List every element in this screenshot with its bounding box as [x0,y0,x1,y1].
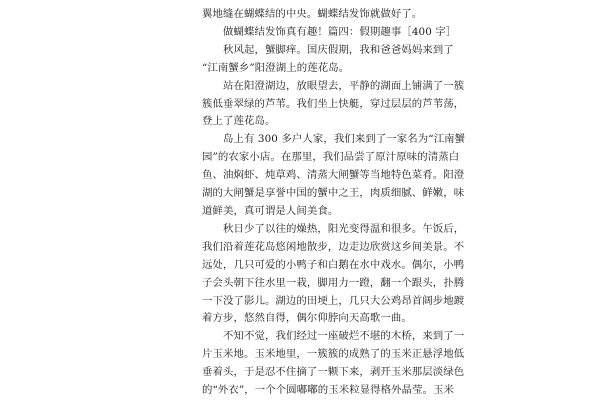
text-line: 不知不觉，我们经过一座破烂不堪的木桥，来到了一 [223,330,465,343]
text-line: “江南蟹乡”阳澄湖上的莲花岛。 [202,61,350,74]
text-line: 的“外衣”，一个个圆嘟嘟的玉米粒显得格外晶莹。玉米 [202,384,455,397]
text-line: 园”的农家小店。在那里，我们品尝了原汁原味的清蒸白 [202,151,460,164]
text-line: 簇低垂翠绿的芦苇。我们坐上快艇，穿过层层的芦苇荡， [202,97,465,110]
document-text-column [202,6,466,400]
text-line: 鱼、油焖虾、炖草鸡、清蒸大闸蟹等当地特色菜肴。阳澄 [202,169,465,182]
text-line: 远处，几只可爱的小鸭子和白鹅在水中戏水。偶尔，小鸭 [202,258,465,271]
text-line: 翼地缝在蝴蝶结的中央。蝴蝶结发饰就做好了。 [202,8,423,20]
text-line: 片玉米地。玉米地里，一簇簇的成熟了的玉米正悬浮地低 [202,348,465,361]
text-line: 道鲜美，真可谓是人间美食。 [202,204,339,217]
text-line: 秋风起，蟹脚痒。国庆假期，我和爸爸妈妈来到了 [223,43,454,56]
text-line: 湖的大闸蟹是享誉中国的蟹中之王，肉质细腻、鲜嫩，味 [202,187,465,200]
text-line: 着方步，悠然自得，偶尔仰脖向天高歌一曲。 [202,312,412,325]
text-line: 子会头朝下往水里一栽，脚用力一蹬，翻一个跟头，扑腾 [202,276,465,289]
text-line: 登上了莲花岛。 [202,115,276,128]
text-line: 我们沿着莲花岛悠闲地散步，边走边欣赏这乡间美景。不 [202,240,465,253]
text-line: 做蝴蝶结发饰真有趣！篇四：假期趣事［400 字］ [223,25,457,38]
text-line: 垂着头，于是忍不住摘了一颗下来，剥开玉米那层淡绿色 [202,366,465,379]
text-line: 秋日少了以往的燥热，阳光变得温和很多。午饭后， [223,222,465,235]
text-line: 站在阳澄湖边，放眼望去，平静的湖面上铺满了一簇 [223,79,465,92]
text-line: 岛上有 300 多户人家，我们来到了一家名为“江南蟹 [223,133,466,146]
text-line: 一下没了影儿。湖边的田埂上，几只大公鸡昂首阔步地踱 [202,294,465,307]
